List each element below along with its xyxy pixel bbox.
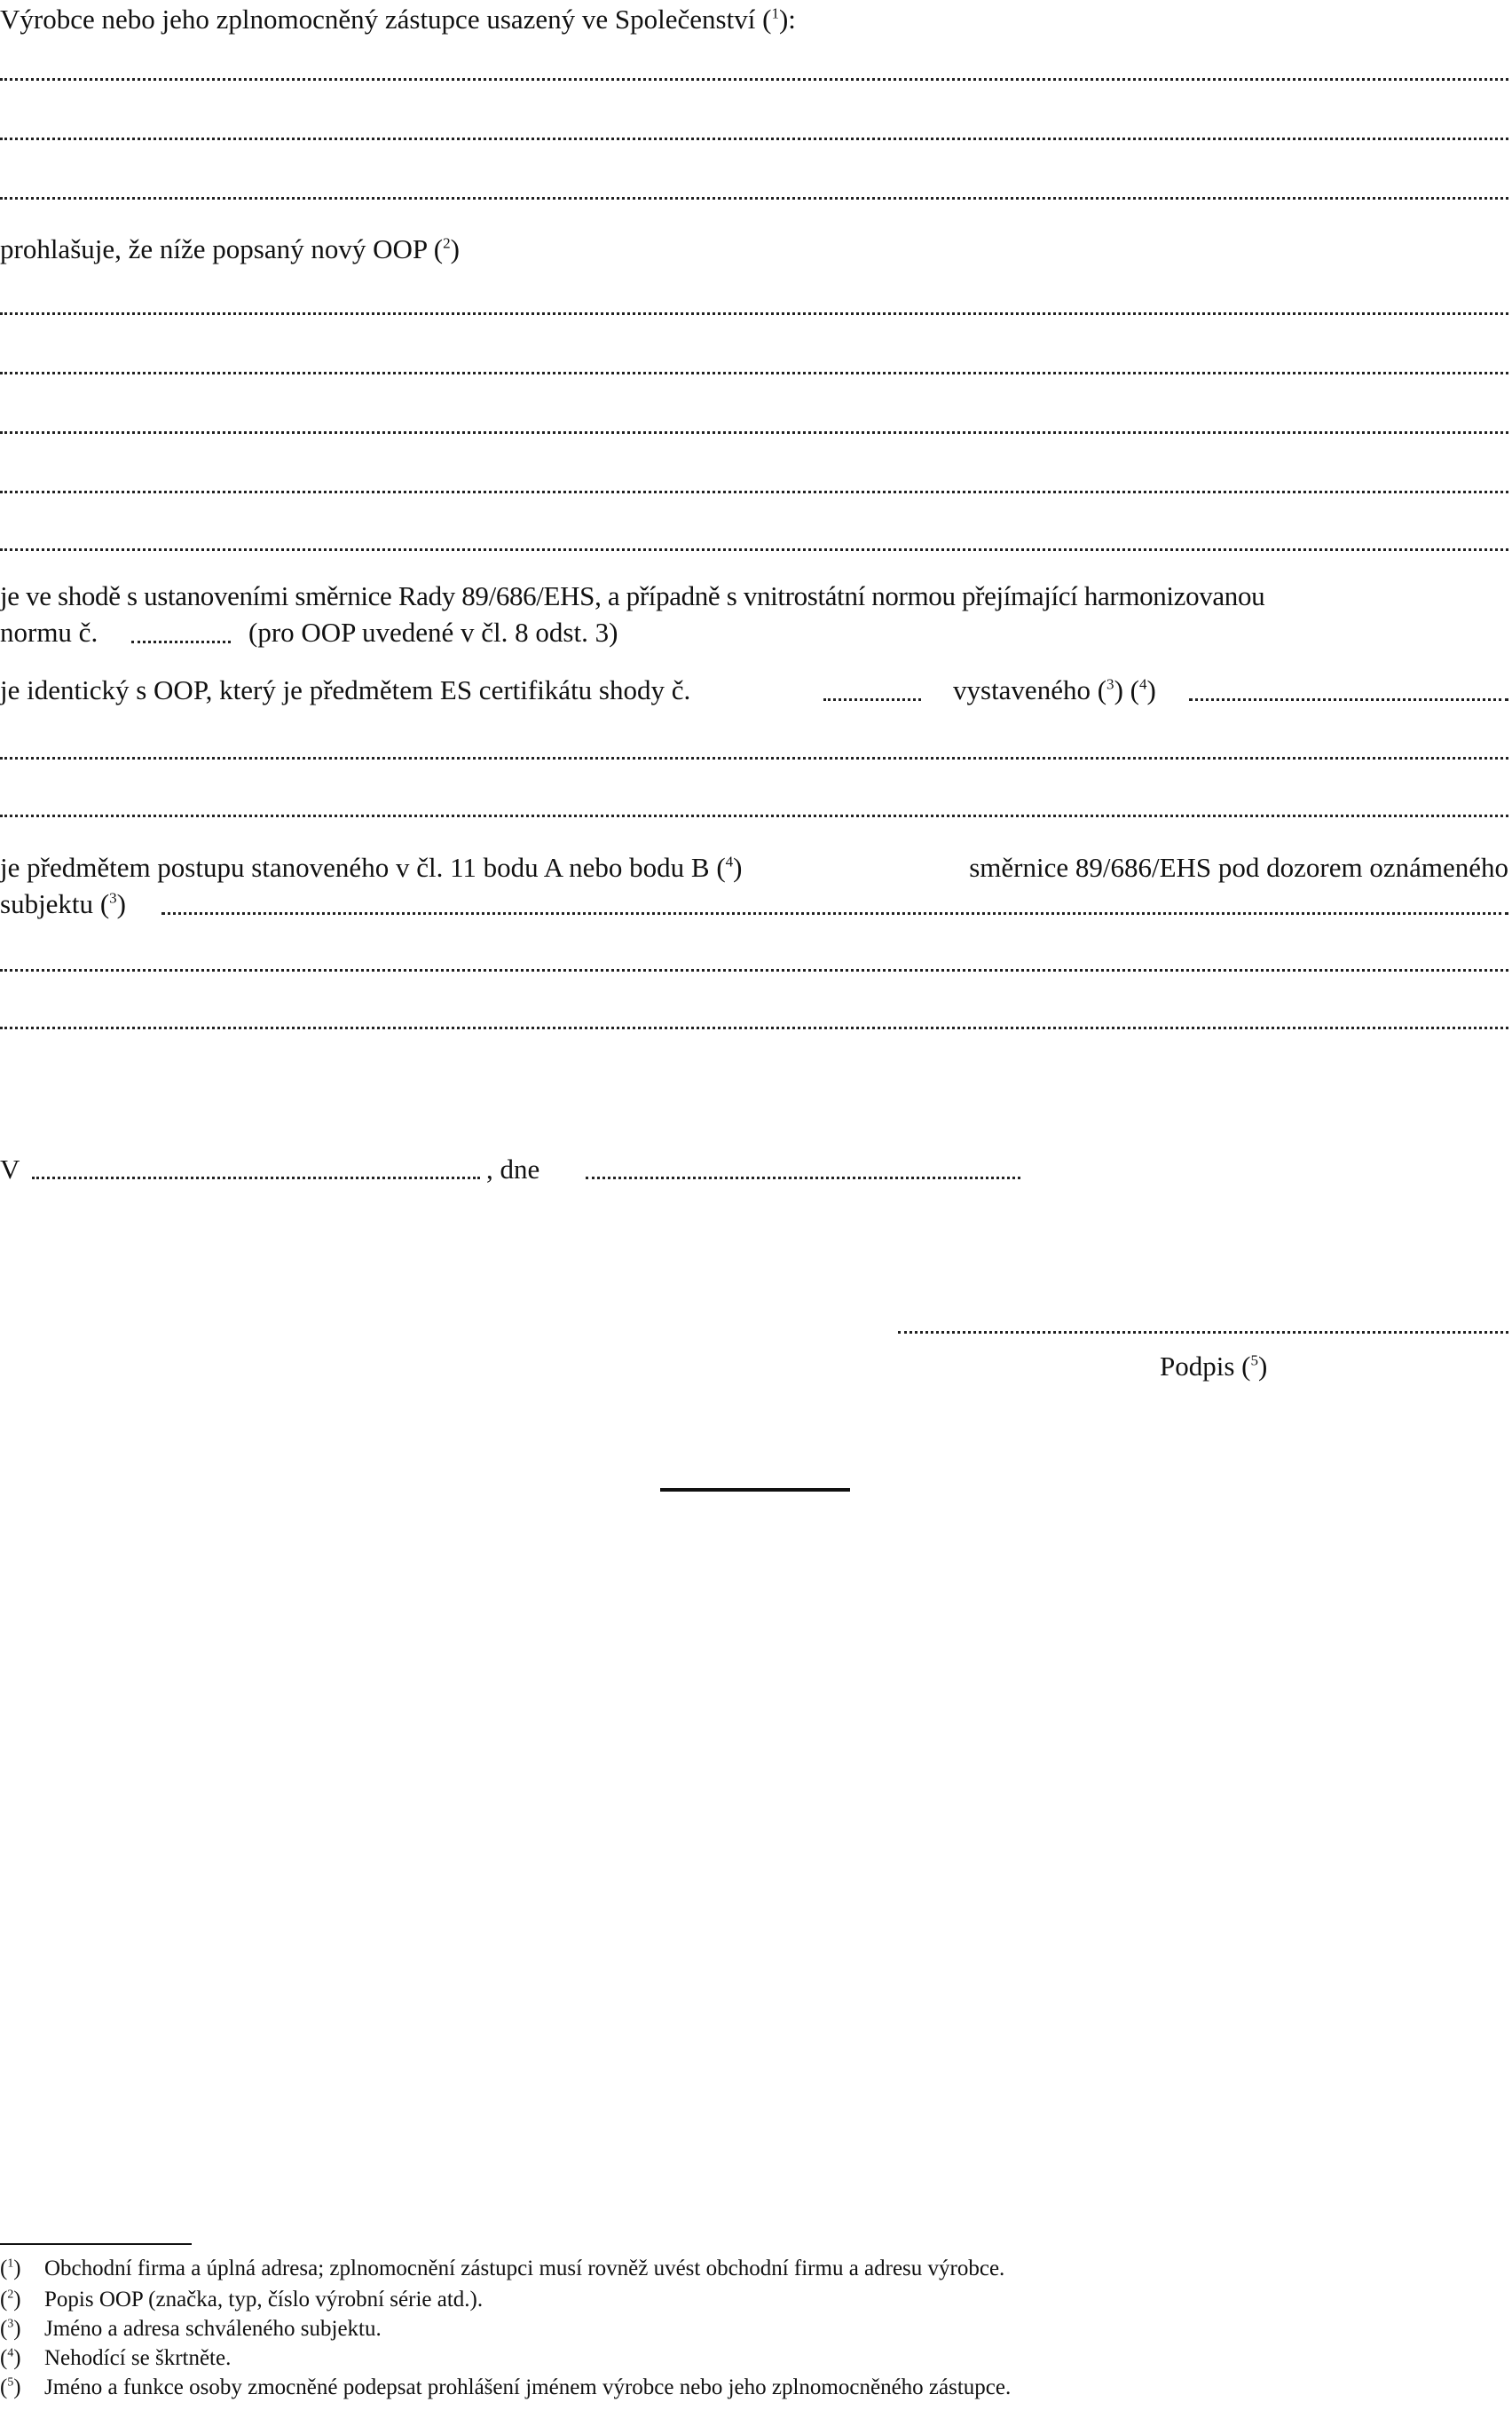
footnote-4 — [0, 2347, 231, 2369]
footnote-5-text: Jméno a funkce osoby zmocněné podepsat prohlášení jménem výrobce nebo jeho zplnomocněného zástupce. — [44, 2375, 1012, 2399]
footnote-1-text: Obchodní firma a úplná adresa; zplnomocnění zástupci musí rovněž uvést obchodní firmu a adresu výrobce. — [44, 2256, 1005, 2280]
footnote-rule — [0, 2243, 192, 2245]
footnote-3-ref: 3 — [7, 2316, 14, 2330]
ppe-description-field-3[interactable] — [0, 431, 1508, 434]
issued-by-text: vystaveného — [953, 674, 1091, 705]
footnote-4-ref: 4 — [7, 2345, 14, 2359]
issuer-field-2[interactable] — [0, 815, 1508, 817]
notified-body-field-1[interactable] — [0, 969, 1508, 972]
manufacturer-field-2[interactable] — [0, 138, 1508, 140]
footnote-1-num: ($^1$) — [0, 2256, 21, 2280]
place-field[interactable] — [32, 1177, 480, 1179]
procedure-line-2: subjektu ($^3$) — [0, 888, 126, 919]
footnote-3 — [0, 2318, 382, 2340]
declare-line: prohlašuje, že níže popsaný nový OOP ($^2$) — [0, 233, 460, 264]
declare-text: prohlašuje, že níže popsaný nový OOP — [0, 233, 427, 264]
footnote-2 — [0, 2288, 483, 2311]
subject-label: subjektu — [0, 888, 94, 919]
ppe-description-field-5[interactable] — [0, 548, 1508, 551]
conformity-line-1: je ve shodě s ustanoveními směrnice Rady 89/686/EHS, a případně s vnitrostátní normou přejímající harmonizovanou — [0, 580, 1265, 611]
identical-text: je identický s OOP, který je předmětem ES certifikátu shody č. — [0, 674, 691, 705]
issuer-field-1[interactable] — [0, 757, 1508, 760]
footnote-5-num: ($^5$) — [0, 2375, 21, 2399]
manufacturer-field-1[interactable] — [0, 78, 1508, 81]
procedure-ref-a: 4 — [725, 853, 734, 870]
footnote-5-ref: 5 — [7, 2375, 14, 2389]
signature-label: Podpis ($^5$) — [1160, 1351, 1268, 1382]
procedure-ref-b: 3 — [109, 889, 117, 907]
footnote-4-num: ($^4$) — [0, 2345, 21, 2370]
footnote-4-text: Nehodící se škrtněte. — [44, 2346, 232, 2370]
footnote-3-num: ($^3$) — [0, 2316, 21, 2341]
conformity-line-2 — [0, 618, 98, 646]
declare-footnote-ref: 2 — [443, 234, 451, 252]
footnote-2-ref: 2 — [7, 2287, 14, 2301]
ppe-description-field-1[interactable] — [0, 312, 1508, 315]
ppe-description-field-4[interactable] — [0, 491, 1508, 493]
manufacturer-field-3[interactable] — [0, 197, 1508, 200]
section-separator — [660, 1488, 850, 1492]
footnote-1-ref: 1 — [7, 2256, 14, 2270]
date-field[interactable] — [586, 1177, 1020, 1179]
issued-ref-b: 4 — [1138, 675, 1147, 693]
standard-label: normu č. — [0, 617, 98, 648]
place-label: V — [0, 1154, 20, 1185]
certificate-number-field[interactable] — [823, 698, 921, 701]
footnote-3-text: Jméno a adresa schváleného subjektu. — [44, 2317, 382, 2341]
standard-number-field[interactable] — [131, 641, 231, 643]
footnote-2-text: Popis OOP (značka, typ, číslo výrobní série atd.). — [44, 2288, 484, 2312]
footnote-5 — [0, 2376, 1011, 2398]
notified-body-field-inline[interactable] — [161, 912, 1508, 915]
identical-line — [0, 676, 690, 704]
signature-text: Podpis — [1160, 1351, 1235, 1382]
intro-line: Výrobce nebo jeho zplnomocněný zástupce usazený ve Společenství ($^1$): — [0, 4, 796, 35]
issuer-field-inline[interactable] — [1189, 698, 1508, 701]
intro-text: Výrobce nebo jeho zplnomocněný zástupce usazený ve Společenství — [0, 4, 756, 35]
signature-ref: 5 — [1250, 1351, 1259, 1369]
procedure-text-b: směrnice 89/686/EHS pod dozorem oznámeného — [969, 852, 1508, 883]
procedure-line-1 — [0, 854, 1508, 881]
procedure-text-a-body: je předmětem postupu stanoveného v čl. 11 bodu A nebo bodu B — [0, 852, 710, 883]
signature-field[interactable] — [898, 1331, 1508, 1334]
intro-colon: : — [788, 4, 796, 35]
issued-ref-a: 3 — [1106, 675, 1114, 693]
footnote-2-num: ($^2$) — [0, 2287, 21, 2312]
ppe-description-field-2[interactable] — [0, 372, 1508, 374]
footnote-1 — [0, 2257, 1004, 2280]
intro-footnote-ref: 1 — [771, 4, 779, 22]
notified-body-field-2[interactable] — [0, 1027, 1508, 1029]
conformity-note: (pro OOP uvedené v čl. 8 odst. 3) — [248, 617, 618, 648]
procedure-text-a: je předmětem postupu stanoveného v čl. 11 bodu A nebo bodu B ($^4$) — [0, 852, 743, 883]
date-label: , dne — [486, 1154, 540, 1185]
issued-by-label: vystaveného ($^3$) ($^4$) — [953, 674, 1156, 705]
